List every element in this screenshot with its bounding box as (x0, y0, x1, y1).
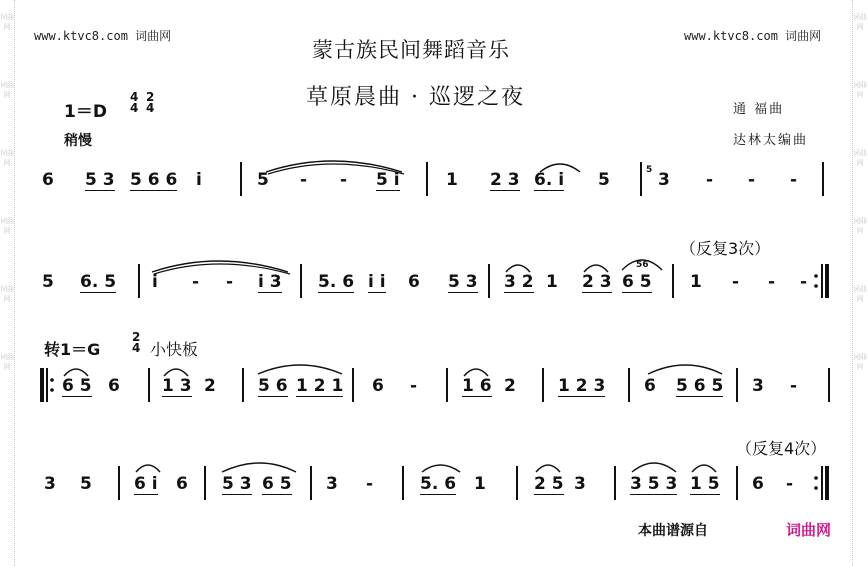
note: 1 5 (690, 474, 720, 494)
site-name: 词曲网 (135, 29, 172, 43)
watermark-text: 词曲网 (0, 285, 14, 303)
note: 2 3 (582, 272, 612, 292)
time-signature-4-4: 4 4 (130, 90, 139, 115)
note: 6 (372, 376, 384, 396)
barline (614, 466, 616, 500)
score-title: 蒙古族民间舞蹈音乐 (312, 38, 510, 62)
note: 5 6 (258, 376, 288, 396)
note: 6 (752, 474, 764, 494)
slur (690, 460, 720, 474)
barline (736, 466, 738, 500)
note: 1 (446, 170, 458, 190)
time-signature-2-4: 2 4 (146, 90, 155, 115)
site-name: 词曲网 (785, 29, 822, 43)
note: 1 6 (462, 376, 492, 396)
note: 3 (574, 474, 586, 494)
watermark-text: 词曲网 (853, 217, 867, 235)
barline (822, 162, 824, 196)
note: i 3 (258, 272, 282, 292)
composer-credit: 通 福曲 (733, 102, 785, 117)
note: 3 (44, 474, 56, 494)
barline (516, 466, 518, 500)
note: 5 i (376, 170, 400, 190)
repeat-3-label: （反复3次） (680, 239, 771, 258)
slur (220, 458, 300, 474)
note: 3 (326, 474, 338, 494)
note: 5 3 (448, 272, 478, 292)
slur (256, 360, 346, 376)
score-line-4 (0, 462, 868, 532)
site-url[interactable]: www.ktvc8.com (684, 29, 778, 43)
note: 5 6 6 (130, 170, 178, 190)
repeat-end-barline (812, 264, 832, 300)
slur (420, 460, 464, 474)
watermark-text: 词曲网 (853, 13, 867, 31)
barline (828, 368, 830, 402)
note: i i (368, 272, 386, 292)
note: 6 5 (262, 474, 292, 494)
note: - (800, 272, 808, 292)
barline (310, 466, 312, 500)
tempo-marking: 小快板 (150, 340, 199, 359)
barline (426, 162, 428, 196)
slur (646, 360, 726, 376)
time-signature-2-4: 2 4 (132, 330, 141, 355)
barline (240, 162, 242, 196)
note: - (300, 170, 308, 190)
note: 5. 6 (420, 474, 457, 494)
note: 5 (80, 474, 92, 494)
note: 6 (42, 170, 54, 190)
site-url[interactable]: www.ktvc8.com (34, 29, 128, 43)
note: 5 (598, 170, 610, 190)
note: 2 (204, 376, 216, 396)
barline (352, 368, 354, 402)
note: 3 (658, 170, 670, 190)
note: 6 (176, 474, 188, 494)
note: 5 3 (222, 474, 252, 494)
watermark-text: 词曲网 (853, 353, 867, 371)
repeat-4-label: （反复4次） (736, 439, 827, 458)
note: 1 2 1 (296, 376, 344, 396)
note: 1 3 (162, 376, 192, 396)
key-signature: 1＝D (64, 102, 107, 122)
note: 5 3 (85, 170, 115, 190)
note: 1 (474, 474, 486, 494)
note: 5 6 5 (676, 376, 724, 396)
note: - (706, 170, 714, 190)
note: 2 (504, 376, 516, 396)
note: - (748, 170, 756, 190)
note: - (410, 376, 418, 396)
barline (300, 264, 302, 298)
barline (242, 368, 244, 402)
grace-note: 56 (636, 260, 649, 270)
note: 2 3 (490, 170, 520, 190)
watermark-text: 词曲网 (0, 353, 14, 371)
note: 6 5 (622, 272, 652, 292)
barline (118, 466, 120, 500)
note: - (226, 272, 234, 292)
note: - (786, 474, 794, 494)
barline (204, 466, 206, 500)
slur (534, 460, 564, 474)
note: - (340, 170, 348, 190)
barline (138, 264, 140, 298)
note: 6 (644, 376, 656, 396)
note: 5 (42, 272, 54, 292)
score-line-3 (0, 364, 868, 434)
note: 1 (690, 272, 702, 292)
note: i (152, 272, 158, 292)
note: 6 5 (62, 376, 92, 396)
note: 1 (546, 272, 558, 292)
note: 5. 6 (318, 272, 355, 292)
barline (488, 264, 490, 298)
note: 6 i (134, 474, 158, 494)
arranger-credit: 达林太编曲 (733, 133, 809, 148)
grace-note: 5 (646, 165, 653, 175)
barline (736, 368, 738, 402)
note: 3 2 (504, 272, 534, 292)
watermark-text: 词曲网 (0, 217, 14, 235)
score-line-1 (0, 160, 868, 230)
note: 3 5 3 (630, 474, 678, 494)
site-url-left[interactable] (34, 27, 171, 44)
barline (628, 368, 630, 402)
note: - (192, 272, 200, 292)
brand-logo[interactable]: 词曲网 (786, 521, 832, 539)
watermark-text: 词曲网 (0, 81, 14, 99)
note: - (366, 474, 374, 494)
note: 3 (752, 376, 764, 396)
slur (630, 458, 680, 474)
site-url-right[interactable] (684, 27, 821, 44)
note: 6 (108, 376, 120, 396)
note: 6. i (534, 170, 565, 190)
note: 1 2 3 (558, 376, 606, 396)
slur (134, 460, 164, 474)
barline (542, 368, 544, 402)
tempo-marking: 稍慢 (64, 133, 92, 149)
watermark-text: 词曲网 (0, 13, 14, 31)
note: - (790, 170, 798, 190)
repeat-end-barline (812, 466, 832, 502)
note: - (790, 376, 798, 396)
barline (446, 368, 448, 402)
barline (402, 466, 404, 500)
watermark-text: 词曲网 (853, 149, 867, 167)
barline (148, 368, 150, 402)
score-line-2 (0, 262, 868, 332)
source-label: 本曲谱源自 (638, 523, 708, 539)
watermark-text: 词曲网 (853, 285, 867, 303)
note: 6 (408, 272, 420, 292)
note: 6. 5 (80, 272, 117, 292)
score-subtitle: 草原晨曲 · 巡逻之夜 (306, 85, 525, 110)
watermark-text: 词曲网 (853, 81, 867, 99)
note: 2 5 (534, 474, 564, 494)
modulation-key: 转1＝G (44, 340, 101, 359)
note: 5 (257, 170, 269, 190)
repeat-start-barline (38, 368, 58, 404)
barline (672, 264, 674, 298)
note: i (196, 170, 202, 190)
barline (640, 162, 642, 196)
note: - (732, 272, 740, 292)
watermark-text: 词曲网 (0, 149, 14, 167)
note: - (768, 272, 776, 292)
